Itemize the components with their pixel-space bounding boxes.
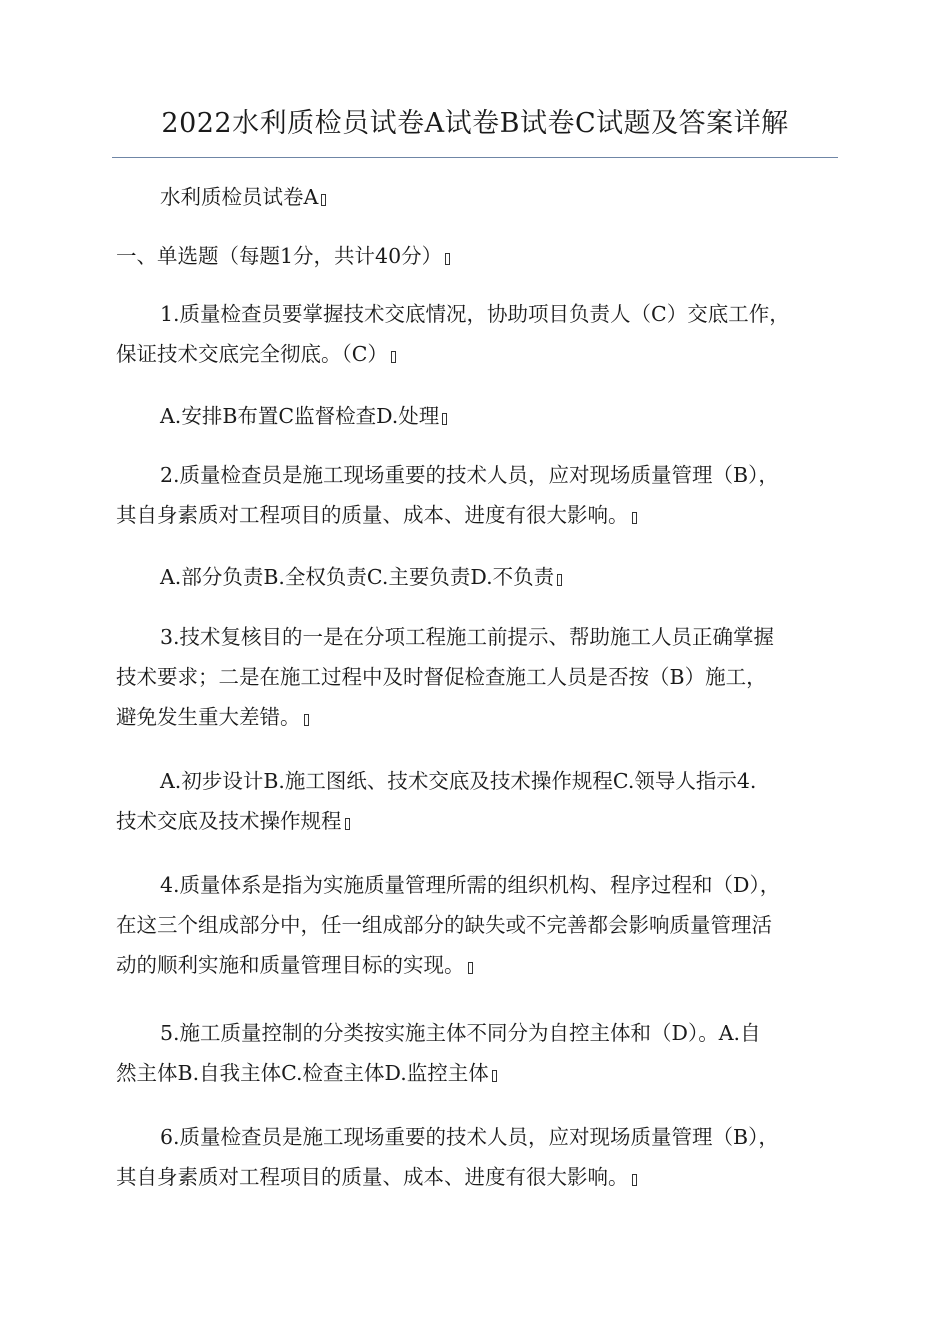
paragraph-line: 2.质量检查员是施工现场重要的技术人员，应对现场质量管理（B）， xyxy=(160,463,779,487)
subtitle-paragraph xyxy=(116,177,838,217)
paragraph-mark-icon xyxy=(632,1174,637,1186)
paragraph-line: A.初步设计B.施工图纸、技术交底及技术操作规程C.领导人指示4. xyxy=(160,769,757,793)
paragraph-line: 技术要求；二是在施工过程中及时督促检查施工人员是否按（B）施工， xyxy=(116,665,767,689)
paragraph-mark-icon xyxy=(445,253,450,265)
title-divider xyxy=(112,157,838,158)
paragraph-line: 在这三个组成部分中，任一组成部分的缺失或不完善都会影响质量管理活 xyxy=(116,913,772,937)
paragraph-mark-icon xyxy=(557,574,562,586)
question-2 xyxy=(116,455,838,535)
paragraph-line: 3.技术复核目的一是在分项工程施工前提示、帮助施工人员正确掌握 xyxy=(160,625,775,649)
paragraph-mark-icon xyxy=(345,818,350,830)
question-1-options xyxy=(116,396,838,436)
paragraph-line: 一、单选题（每题1分，共计40分） xyxy=(116,244,443,268)
paragraph-line: 4.质量体系是指为实施质量管理所需的组织机构、程序过程和（D）， xyxy=(160,873,781,897)
paragraph-line: 5.施工质量控制的分类按实施主体不同分为自控主体和（D）。A.自 xyxy=(160,1021,761,1045)
question-5 xyxy=(116,1013,838,1093)
paragraph-line: A.安排B布置C监督检查D.处理 xyxy=(160,404,440,428)
document-title: 2022水利质检员试卷A试卷B试卷C试题及答案详解 xyxy=(161,108,789,139)
paragraph-line: 然主体B.自我主体C.检查主体D.监控主体 xyxy=(116,1061,489,1085)
paragraph-line: 技术交底及技术操作规程 xyxy=(116,809,342,833)
paragraph-line: 水利质检员试卷A xyxy=(160,185,319,209)
question-1 xyxy=(116,294,838,374)
paragraph-line: 其自身素质对工程项目的质量、成本、进度有很大影响。 xyxy=(116,1165,629,1189)
question-6 xyxy=(116,1117,838,1197)
question-4 xyxy=(116,865,838,985)
paragraph-line: 1.质量检查员要掌握技术交底情况，协助项目负责人（C）交底工作， xyxy=(160,302,790,326)
paragraph-mark-icon xyxy=(391,351,396,363)
paragraph-mark-icon xyxy=(632,512,637,524)
paragraph-mark-icon xyxy=(321,194,326,206)
paragraph-mark-icon xyxy=(304,714,309,726)
question-2-options xyxy=(116,557,838,597)
paragraph-mark-icon xyxy=(468,962,473,974)
paragraph-line: 其自身素质对工程项目的质量、成本、进度有很大影响。 xyxy=(116,503,629,527)
question-3 xyxy=(116,617,838,737)
question-3-options xyxy=(116,761,838,841)
paragraph-line: 避免发生重大差错。 xyxy=(116,705,301,729)
paragraph-mark-icon xyxy=(442,413,447,425)
paragraph-mark-icon xyxy=(492,1070,497,1082)
paragraph-line: 保证技术交底完全彻底。（C） xyxy=(116,342,388,366)
paragraph-line: 动的顺利实施和质量管理目标的实现。 xyxy=(116,953,465,977)
paragraph-line: A.部分负责B.全权负责C.主要负责D.不负责 xyxy=(160,565,555,589)
paragraph-line: 6.质量检查员是施工现场重要的技术人员，应对现场质量管理（B）， xyxy=(160,1125,779,1149)
section-heading xyxy=(116,236,838,276)
